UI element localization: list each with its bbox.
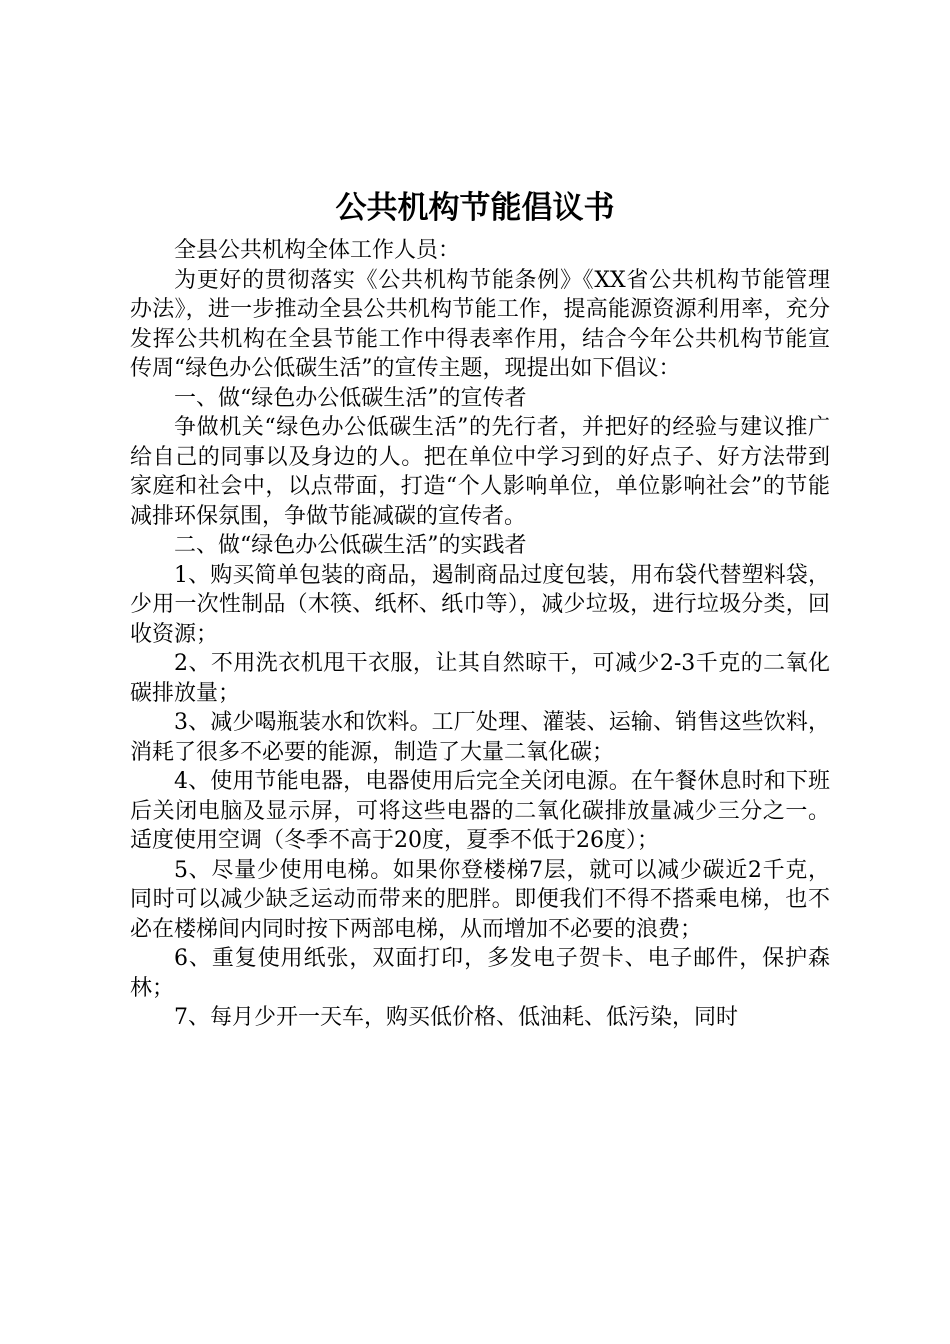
section-heading-1: 一、做“绿色办公低碳生活”的宣传者 [174,385,527,411]
list-item-4: 4、使用节能电器，电器使用后完全关闭电源。在午餐休息时和下班后关闭电脑及显示屏，可将这些电器的二氧化碳排放量减少三分之一。适度使用空调（冬季不高于20度，夏季不低于26度）； [130,769,830,853]
salutation: 全县公共机构全体工作人员： [174,238,461,263]
list-item-1: 1、购买简单包装的商品，遏制商品过度包装，用布袋代替塑料袋，少用一次性制品（木筷、纸杯、纸巾等），减少垃圾，进行垃圾分类，回收资源； [130,562,830,647]
list-item-6: 6、重复使用纸张，双面打印，多发电子贺卡、电子邮件，保护森林； [130,946,830,1001]
list-item-7: 7、每月少开一天车，购买低价格、低油耗、低污染，同时 [174,1005,738,1030]
list-item-2: 2、不用洗衣机甩干衣服，让其自然晾干，可减少2-3千克的二氧化碳排放量； [130,651,830,706]
paragraph-section-1: 争做机关“绿色办公低碳生活”的先行者，并把好的经验与建议推广给自己的同事以及身边的人。把在单位中学习到的好点子、好方法带到家庭和社会中，以点带面，打造“个人影响单位，单位影响社会”的节能减排环保氛围，争做节能减碳的宣传者。 [130,415,830,529]
document-body [130,236,830,1033]
section-heading-2: 二、做“绿色办公低碳生活”的实践者 [174,533,527,558]
list-item-5: 5、尽量少使用电梯。如果你登楼梯7层，就可以减少碳近2千克，同时可以减少缺乏运动而带来的肥胖。即便我们不得不搭乘电梯，也不必在楼梯间内同时按下两部电梯，从而增加不必要的浪费； [130,857,830,942]
paragraph-intro: 为更好的贯彻落实《公共机构节能条例》《XX省公共机构节能管理办法》，进一步推动全县公共机构节能工作，提高能源资源利用率，充分发挥公共机构在全县节能工作中得表率作用，结合今年公共机构节能宣传周“绿色办公低碳生活”的宣传主题，现提出如下倡议： [130,267,830,381]
list-item-3: 3、减少喝瓶装水和饮料。工厂处理、灌装、运输、销售这些饮料，消耗了很多不必要的能源，制造了大量二氧化碳； [130,710,830,765]
document-title: 公共机构节能倡议书 [335,190,615,226]
